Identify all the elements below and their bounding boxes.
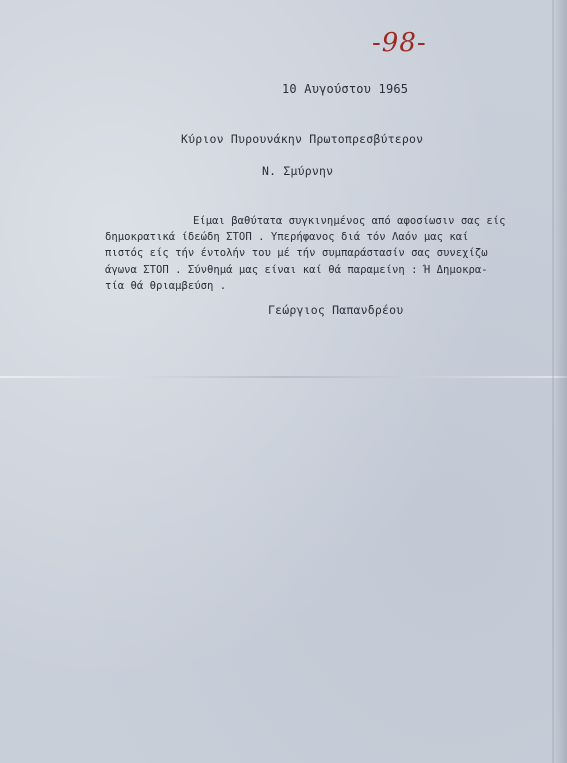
body-line: τία θά θριαμβεύση . [105,279,227,292]
body-line: άγωνα ΣΤΟΠ . Σύνθημά μας είναι καί θά παραμείνη : Ή Δημοκρα- [105,263,488,276]
body-line: Είμαι βαθύτατα συγκινημένος από αφοσίωσιν σας είς [193,215,506,227]
letter-body [105,213,506,294]
letter-addressee: Κύριον Πυρουνάκην Πρωτοπρεσβύτερον [181,132,424,146]
letter-city: Ν. Σμύρνην [262,164,334,178]
letter-date: 10 Αυγούστου 1965 [282,82,409,96]
body-line: πιστός είς τήν έντολήν του μέ τήν συμπαράστασίν σας συνεχίζω [105,247,488,260]
page-edge-shadow [553,0,567,763]
handwritten-page-number: -98- [372,28,427,58]
letter-signature: Γεώργιος Παπανδρέου [268,303,404,317]
body-line: δημοκρατικά ίδεώδη ΣΤΟΠ . Υπερήφανος διά τόν Λαόν μας καί [105,231,469,244]
horizontal-fold-crease [0,376,567,378]
